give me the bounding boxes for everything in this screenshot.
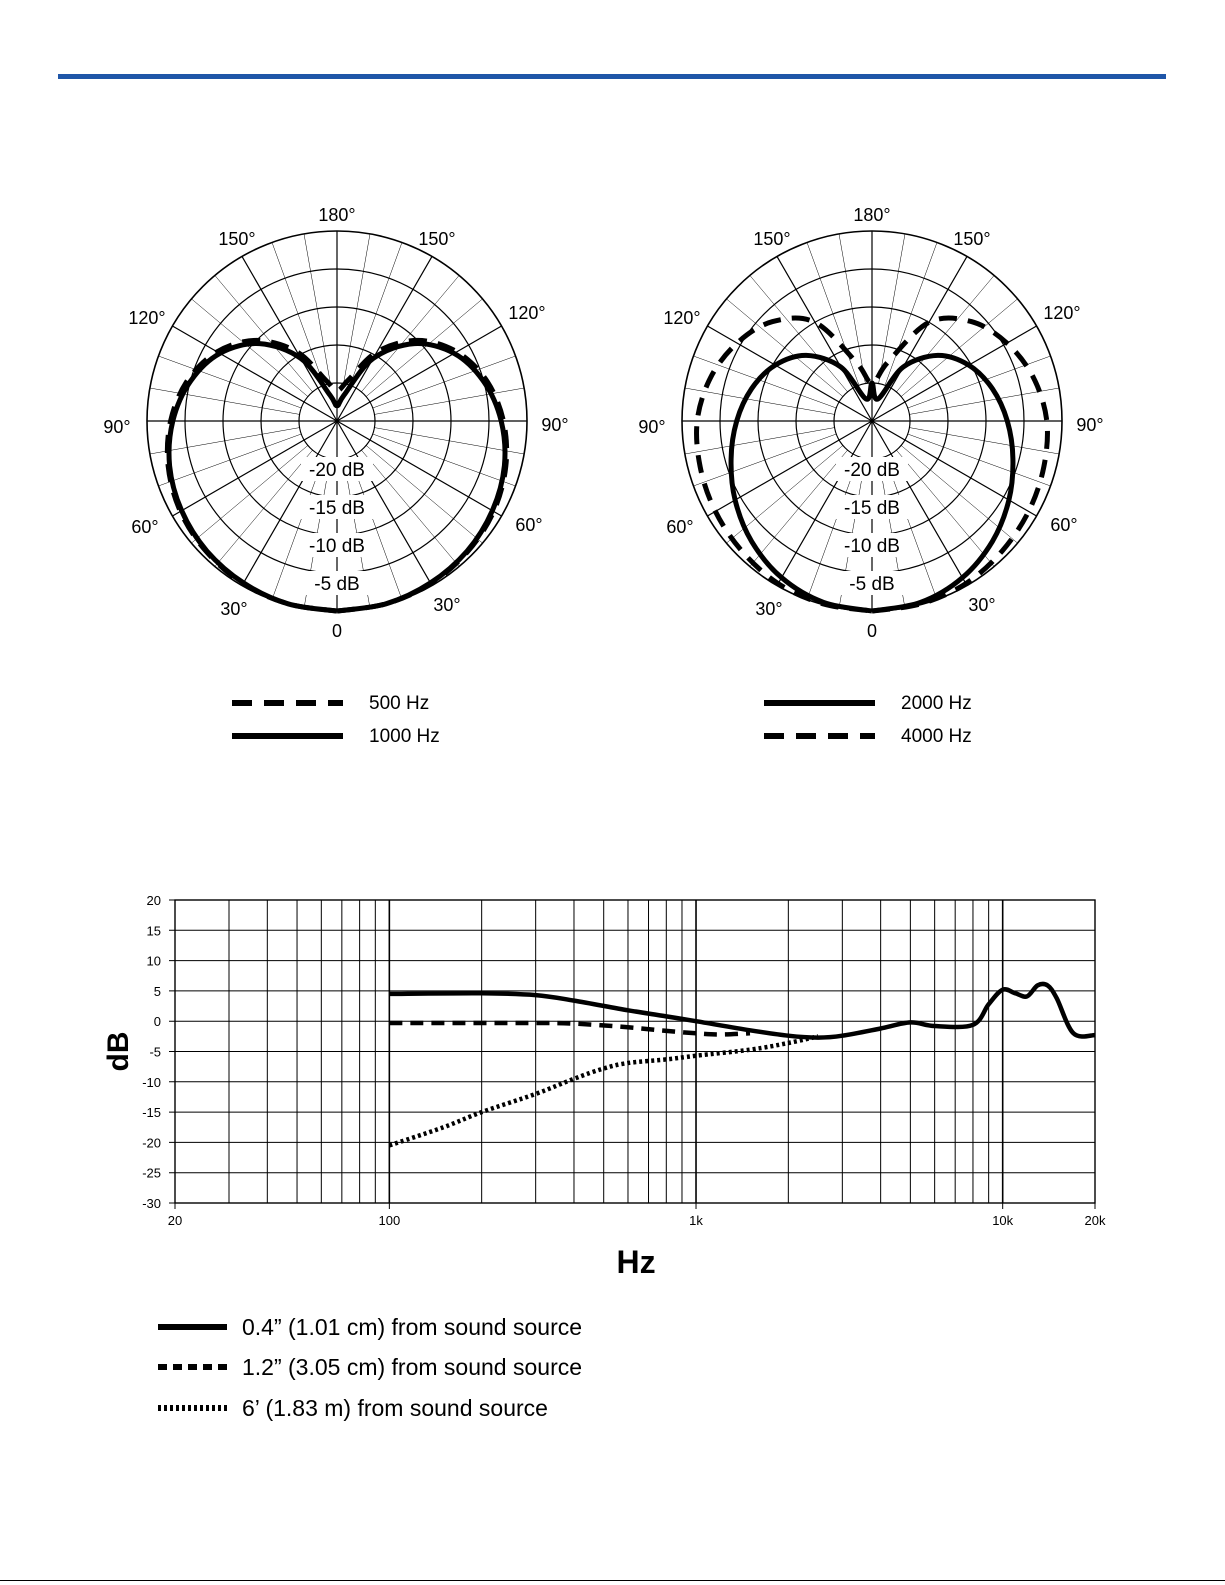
polar-legend-right [760, 690, 1020, 760]
polar-spoke-minor [693, 434, 836, 486]
polar-angle-label: 60° [666, 517, 694, 537]
polar-ring-label: -5 dB [314, 574, 360, 595]
polar-spoke-minor [373, 434, 516, 486]
polar-angle-label: 150° [218, 229, 256, 249]
series-line-0-4-1-01-cm-from-sound-source [389, 984, 1095, 1038]
polar-spoke-minor [158, 434, 301, 486]
y-axis-title: dB [102, 1031, 135, 1072]
y-tick-label: 5 [153, 983, 161, 999]
polar-angle-label: 90° [1076, 415, 1104, 435]
x-tick-label: 1k [689, 1213, 703, 1228]
y-tick-label: 15 [146, 923, 161, 939]
polar-angle-label: 60° [131, 517, 159, 537]
x-axis-title: Hz [616, 1244, 656, 1280]
legend-label-2000hz: 2000 Hz [901, 693, 972, 714]
legend-label-4000hz: 4000 Hz [901, 726, 972, 747]
polar-spoke-minor [839, 234, 865, 384]
polar-ring-label: -5 dB [849, 574, 895, 595]
polar-spoke-minor [685, 388, 835, 414]
polar-angle-label: 120° [1043, 303, 1081, 323]
polar-angle-label: 150° [753, 229, 791, 249]
polar-angle-label: 120° [663, 308, 701, 328]
frequency-response-chart [60, 880, 1120, 1290]
polar-spoke-minor [272, 242, 324, 385]
polar-angle-label: 180° [853, 205, 891, 225]
legend-label-0-4in: 0.4” (1.01 cm) from sound source [242, 1314, 583, 1340]
y-tick-label: -10 [142, 1074, 161, 1090]
y-tick-label: 20 [146, 893, 161, 908]
x-tick-label: 20 [167, 1213, 183, 1228]
polar-ring-label: -10 dB [309, 536, 365, 557]
polar-angle-label: 180° [318, 205, 356, 225]
footer-rule [0, 1580, 1225, 1581]
y-tick-label: -30 [142, 1196, 161, 1211]
polar-ring-label: -10 dB [844, 536, 900, 557]
polar-spoke-minor [685, 428, 835, 454]
y-tick-label: 0 [153, 1014, 161, 1030]
polar-angle-label: 120° [508, 303, 546, 323]
polar-angle-label: 120° [128, 308, 166, 328]
polar-spoke-major [872, 256, 967, 421]
y-tick-label: -25 [142, 1165, 161, 1181]
polar-angle-label: 30° [755, 599, 783, 619]
polar-ring-label: -15 dB [309, 498, 365, 519]
polar-angle-label: 150° [418, 229, 456, 249]
x-tick-label: 10k [992, 1213, 1014, 1228]
y-tick-label: -15 [142, 1105, 161, 1121]
polar-angle-label: 150° [953, 229, 991, 249]
legend-label-6ft: 6’ (1.83 m) from sound source [242, 1395, 548, 1421]
y-tick-label: -5 [149, 1044, 161, 1060]
polar-ring-label: -20 dB [309, 460, 365, 481]
legend-label-1000hz: 1000 Hz [369, 726, 440, 747]
polar-angle-label: 30° [220, 599, 248, 619]
header-rule [58, 74, 1166, 79]
y-tick-label: -20 [142, 1135, 161, 1151]
polar-spoke-minor [909, 428, 1059, 454]
polar-spoke-minor [879, 234, 905, 384]
polar-angle-label: 90° [638, 417, 666, 437]
polar-angle-label: 90° [103, 417, 131, 437]
legend-label-1-2in: 1.2” (3.05 cm) from sound source [242, 1354, 583, 1380]
x-tick-label: 100 [378, 1213, 401, 1228]
polar-angle-label: 60° [1050, 515, 1078, 535]
polar-legend-left [228, 690, 488, 760]
polar-angle-label: 0 [866, 621, 878, 641]
legend-label-500hz: 500 Hz [369, 693, 430, 714]
frequency-legend [150, 1308, 670, 1428]
polar-chart-500-1000 [0, 180, 569, 660]
polar-spoke-minor [693, 356, 836, 408]
polar-angle-label: 30° [433, 595, 461, 615]
polar-chart-2000-4000 [535, 180, 1104, 660]
polar-ring-label: -15 dB [844, 498, 900, 519]
polar-spoke-minor [908, 434, 1051, 486]
polar-spoke-minor [350, 242, 402, 385]
polar-angle-label: 90° [541, 415, 569, 435]
polar-angle-label: 30° [968, 595, 996, 615]
polar-angle-label: 60° [515, 515, 543, 535]
polar-spoke-minor [908, 356, 1051, 408]
polar-ring-label: -20 dB [844, 460, 900, 481]
y-tick-label: 10 [146, 953, 161, 969]
x-tick-label: 20k [1084, 1213, 1106, 1228]
polar-spoke-major [777, 256, 872, 421]
polar-spoke-minor [909, 388, 1059, 414]
polar-angle-label: 0 [331, 621, 343, 641]
